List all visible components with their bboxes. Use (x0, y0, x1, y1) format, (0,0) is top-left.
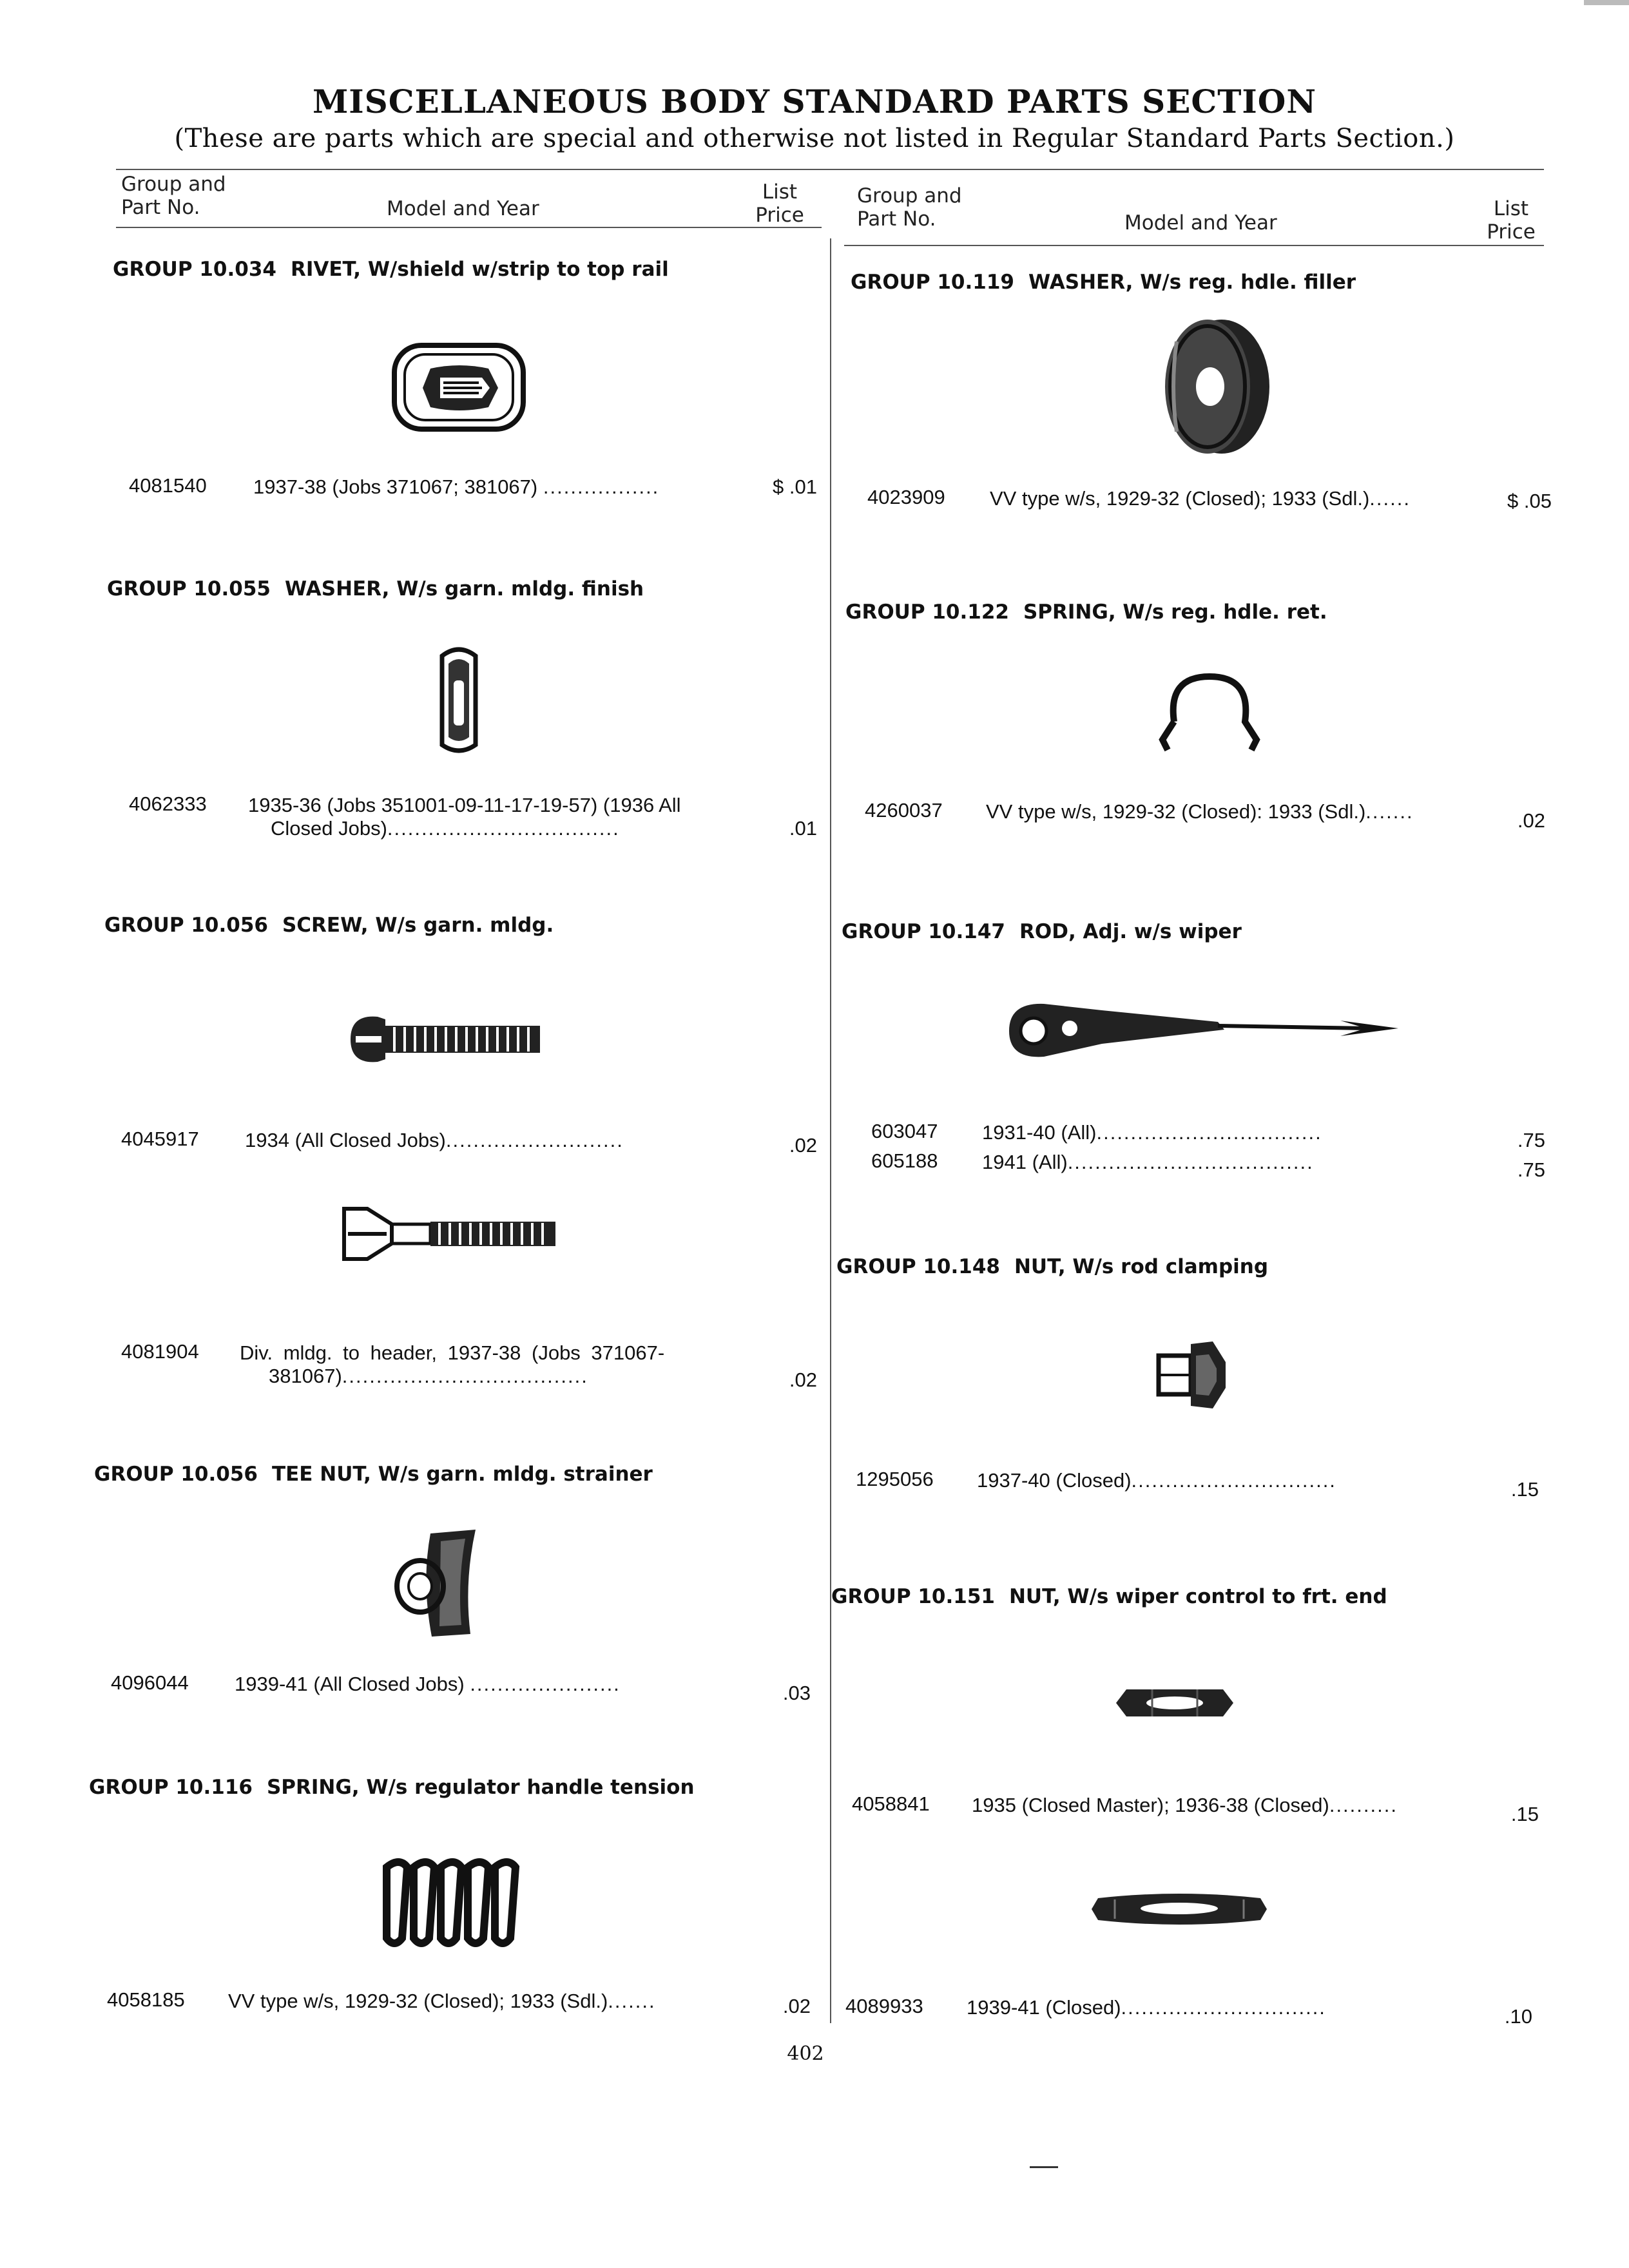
rivet-icon (392, 340, 527, 437)
model-year-desc: VV type w/s, 1929-32 (Closed); 1933 (Sdl.)....... (228, 1990, 656, 2012)
group-number: GROUP 10.056 (104, 914, 268, 937)
model-year-desc: 1941 (All).................................... (982, 1151, 1314, 1173)
list-price: .15 (1510, 1803, 1539, 1825)
model-year-desc: 1935-36 (Jobs 351001-09-11-17-19-57) (1936 All Closed Jobs).................................. (248, 794, 681, 840)
part-number: 4089933 (845, 1995, 923, 2017)
group-part-name: ROD, Adj. w/s wiper (1019, 920, 1242, 943)
list-price: $ .01 (773, 476, 817, 498)
scan-edge (1584, 0, 1629, 5)
group-number: GROUP 10.119 (851, 271, 1014, 294)
group-heading (94, 1463, 653, 1486)
group-number: GROUP 10.116 (89, 1776, 253, 1799)
group-heading (113, 258, 669, 281)
wiper-rod-icon (1005, 992, 1405, 1063)
model-year-desc: 1937-38 (Jobs 371067; 381067) ................. (253, 476, 660, 498)
list-price: .02 (789, 1134, 817, 1157)
group-heading (104, 914, 554, 937)
group-heading (836, 1255, 1268, 1278)
list-price: .75 (1517, 1158, 1545, 1181)
part-number: 4023909 (867, 486, 945, 508)
list-price: .02 (782, 1995, 811, 2017)
hex-nut-icon (1153, 1336, 1231, 1414)
group-number: GROUP 10.147 (842, 920, 1005, 943)
right-col-header-group: Group and Part No. (857, 184, 962, 231)
left-col-header-group: Group and Part No. (121, 173, 226, 219)
model-year-desc: 1937-40 (Closed).............................. (977, 1469, 1336, 1492)
retainer-spring-icon (1148, 670, 1271, 760)
part-number: 4058185 (107, 1988, 185, 2011)
oval-head-screw-icon (347, 1010, 546, 1068)
filler-washer-icon (1157, 316, 1273, 457)
list-price: .10 (1504, 2005, 1532, 2028)
list-price: .15 (1510, 1478, 1539, 1501)
group-number: GROUP 10.034 (113, 258, 276, 281)
model-year-desc: Div. mldg. to header, 1937-38 (Jobs 371067- 381067).................................... (240, 1341, 665, 1387)
group-heading (89, 1776, 695, 1799)
list-price: .75 (1517, 1129, 1545, 1151)
part-number: 605188 (871, 1149, 938, 1172)
group-part-name: SPRING, W/s regulator handle tension (266, 1776, 695, 1799)
group-number: GROUP 10.055 (107, 577, 271, 601)
group-part-name: SCREW, W/s garn. mldg. (282, 914, 554, 937)
finish-washer-icon (433, 642, 485, 758)
column-divider (830, 238, 831, 2023)
list-price: .02 (1517, 809, 1545, 832)
group-part-name: NUT, W/s rod clamping (1014, 1255, 1269, 1278)
group-part-name: WASHER, W/s reg. hdle. filler (1028, 271, 1356, 294)
group-heading (845, 601, 1327, 624)
part-number: 4096044 (111, 1671, 189, 1694)
right-col-header-price: List Price (1487, 197, 1536, 244)
list-price: .03 (782, 1682, 811, 1704)
page-number: 402 (787, 2042, 824, 2065)
group-number: GROUP 10.148 (836, 1255, 1000, 1278)
part-number: 603047 (871, 1120, 938, 1142)
header-top-rule (116, 169, 1544, 170)
group-part-name: NUT, W/s wiper control to frt. end (1008, 1585, 1387, 1608)
right-col-header-model: Model and Year (1124, 211, 1277, 235)
model-year-desc: 1939-41 (Closed).............................. (967, 1996, 1326, 2019)
list-price: .02 (789, 1369, 817, 1391)
left-col-header-model: Model and Year (387, 197, 539, 220)
part-number: 4260037 (865, 799, 943, 822)
model-year-desc: 1935 (Closed Master); 1936-38 (Closed).......... (972, 1794, 1398, 1816)
thin-nut-icon (1113, 1680, 1236, 1725)
header-bottom-rule-right (844, 245, 1544, 246)
model-year-desc: 1934 (All Closed Jobs).......................... (245, 1129, 624, 1151)
group-heading (107, 577, 644, 601)
part-number: 1295056 (856, 1468, 934, 1490)
group-number: GROUP 10.151 (831, 1585, 995, 1608)
model-year-desc: 1939-41 (All Closed Jobs) ...................... (235, 1673, 621, 1695)
list-price: $ .05 (1507, 490, 1552, 512)
group-heading (851, 271, 1356, 294)
coil-spring-icon (380, 1854, 522, 1951)
group-number: GROUP 10.122 (845, 601, 1009, 624)
page-subtitle: (These are parts which are special and otherwise not listed in Regular Standard Parts Section.) (174, 124, 1455, 153)
scan-mark (1030, 2166, 1058, 2168)
part-number: 4081904 (121, 1340, 199, 1363)
part-number: 4081540 (129, 474, 207, 497)
list-price: .01 (789, 817, 817, 840)
group-number: GROUP 10.056 (94, 1463, 258, 1486)
model-year-desc: VV type w/s, 1929-32 (Closed); 1933 (Sdl.)...... (990, 487, 1411, 510)
group-heading (831, 1585, 1387, 1608)
part-number: 4062333 (129, 793, 207, 815)
model-year-desc: 1931-40 (All)................................. (982, 1121, 1322, 1144)
model-year-desc: VV type w/s, 1929-32 (Closed): 1933 (Sdl.)....... (986, 800, 1414, 823)
group-part-name: RIVET, W/shield w/strip to top rail (290, 258, 669, 281)
group-part-name: TEE NUT, W/s garn. mldg. strainer (271, 1463, 653, 1486)
left-col-header-price: List Price (755, 180, 804, 227)
part-number: 4058841 (852, 1792, 930, 1815)
tee-nut-icon (393, 1524, 483, 1640)
group-part-name: SPRING, W/s reg. hdle. ret. (1023, 601, 1327, 624)
page-title: MISCELLANEOUS BODY STANDARD PARTS SECTION (312, 82, 1317, 120)
flat-ring-nut-icon (1089, 1887, 1269, 1932)
flat-head-screw-icon (342, 1205, 561, 1263)
group-heading (842, 920, 1242, 943)
part-number: 4045917 (121, 1128, 199, 1150)
group-part-name: WASHER, W/s garn. mldg. finish (284, 577, 644, 601)
header-bottom-rule-left (116, 227, 822, 228)
